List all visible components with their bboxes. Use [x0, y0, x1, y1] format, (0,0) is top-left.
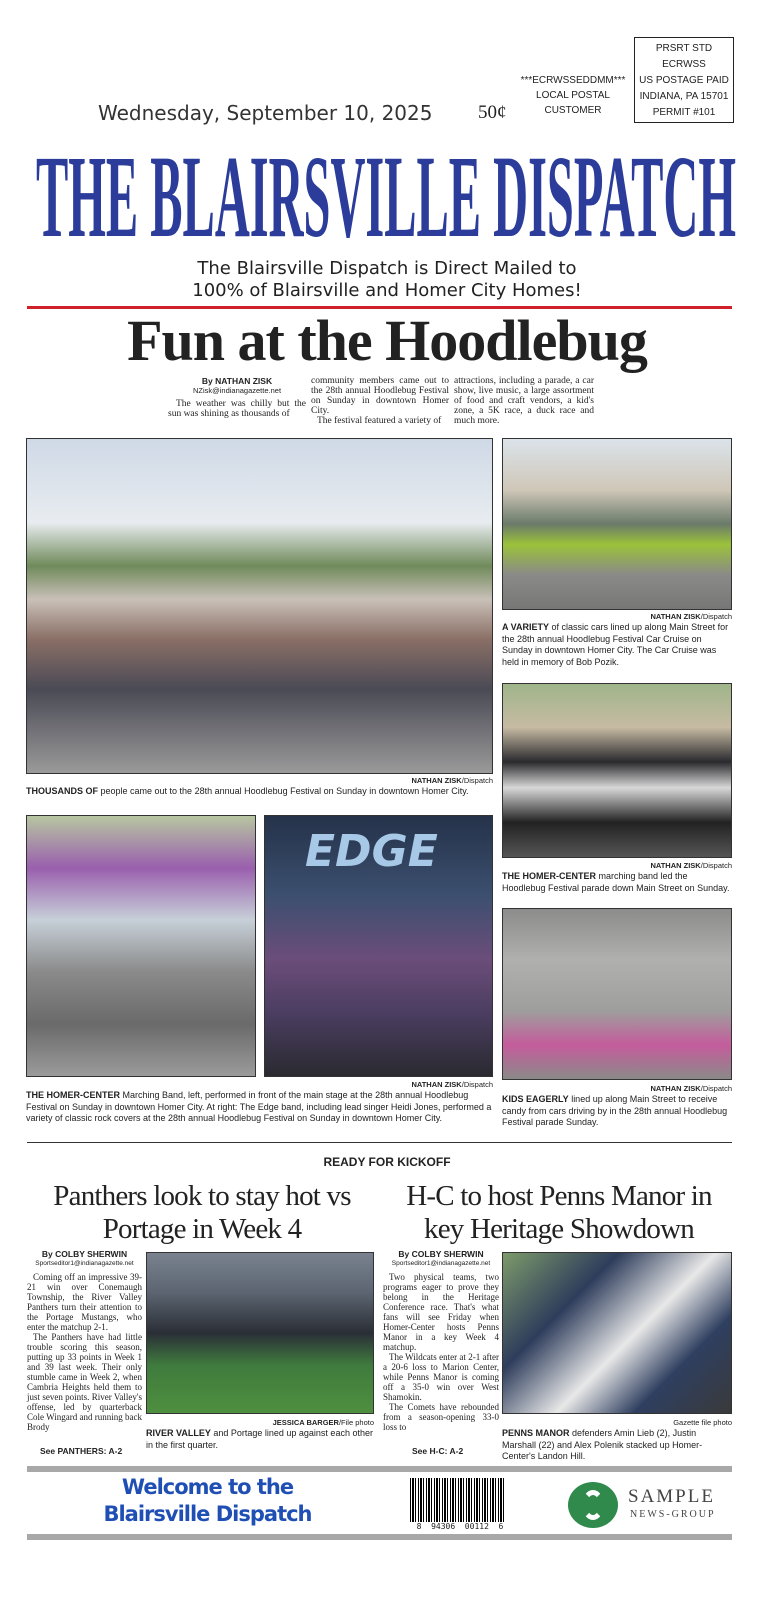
brand-name: SAMPLE [628, 1486, 715, 1507]
welcome-line: Welcome to the [121, 1475, 294, 1499]
article-text: The Panthers have had little trouble scoring this season, putting up 33 points in Week 1 and 39 last week. Their only stumble came in Week 2, when Cambria Heights held them to just seven points. River Valley's offense, led by quarterback Cole Wingard and running back Brody [27, 1332, 142, 1432]
football-tackle-photo [502, 1252, 732, 1414]
football-lineup-photo [146, 1252, 374, 1414]
article-text: The festival featured a variety of [317, 416, 442, 426]
photo-caption: KIDS EAGERLY lined up along Main Street to receive candy from cars driving by in the 28th annual Hoodlebug Festival parade Sunday. [502, 1094, 728, 1127]
brand-subtitle: NEWS-GROUP [630, 1509, 716, 1520]
barcode [410, 1478, 505, 1522]
photo-caption: THOUSANDS OF people came out to the 28th annual Hoodlebug Festival on Sunday in downtown Homer City. [26, 786, 469, 796]
edge-sign: EDGE [305, 826, 438, 877]
photo-caption: A VARIETY of classic cars lined up along Main Street for the 28th annual Hoodlebug Festival Car Cruise on Sunday in downtown Homer City. The Car Cruise was held in memory of Bob Pozik. [502, 622, 729, 667]
photo-credit: NATHAN ZISK/Dispatch [411, 1080, 493, 1089]
postal-line: ***ECRWSSEDDMM*** [520, 75, 626, 86]
permit-line: INDIANA, PA 15701 [639, 91, 729, 102]
section-label: READY FOR KICKOFF [323, 1155, 451, 1169]
section-divider [27, 1142, 732, 1143]
article-text: The Comets have rebounded from a season-opening 33-0 loss to [383, 1402, 499, 1432]
footer-bar [27, 1466, 732, 1472]
photo-credit: NATHAN ZISK/Dispatch [650, 612, 732, 621]
marching-band-photo [502, 683, 732, 858]
kids-candy-photo [502, 908, 732, 1080]
postal-notice [516, 73, 630, 118]
sports-headline-left: Panthers look to stay hot vs Portage in Week 4 [53, 1180, 351, 1245]
byline: By COLBY SHERWIN [41, 1249, 128, 1259]
classic-cars-photo [502, 438, 732, 610]
article-text: community members came out to the 28th annual Hoodlebug Festival on Sunday in downtown Homer City. [311, 376, 449, 416]
postage-permit-box [634, 37, 734, 123]
postal-line: CUSTOMER [544, 105, 602, 116]
byline-email: NZisk@indianagazette.net [192, 386, 282, 395]
festival-crowd-photo [26, 438, 493, 774]
article-text: attractions, including a parade, a car show, live music, a large assortment of food and craft vendors, a kid's zone, a 5K race, a duck race and much more. [454, 376, 594, 426]
permit-line: PRSRT STD [655, 43, 713, 54]
photo-credit: Gazette file photo [673, 1418, 732, 1427]
photo-credit: NATHAN ZISK/Dispatch [650, 1084, 732, 1093]
sample-logo-icon [568, 1482, 618, 1528]
lead-column-1 [168, 376, 306, 419]
masthead-title: THE BLAIRSVILLE DISPATCH [36, 131, 736, 248]
postal-line: LOCAL POSTAL [536, 90, 610, 101]
article-text: Two physical teams, two programs eager to prove they belong in the Heritage Conference race. That's what fans will see Friday when Homer-Center hosts Penns Manor in a key Week 4 matchup. [383, 1272, 499, 1352]
article-text: The Wildcats enter at 2-1 after a 20-6 loss to Marion Center, while Penns Manor is coming off a 35-0 win over West Shamokin. [383, 1352, 499, 1402]
lead-column-2 [311, 376, 449, 426]
sports-headline-right: H-C to host Penns Manor in key Heritage Showdown [406, 1180, 712, 1245]
photo-caption: RIVER VALLEY and Portage lined up against each other in the first quarter. [146, 1428, 373, 1450]
color-guard-photo [26, 815, 256, 1077]
byline-email: Sportseditor1@indianagazette.net [391, 1260, 491, 1267]
sports-article-right [383, 1249, 499, 1432]
tagline-line: The Blairsville Dispatch is Direct Mailed to [197, 258, 577, 279]
permit-line: PERMIT #101 [652, 107, 716, 118]
edge-band-photo [264, 815, 493, 1077]
footer-bar [27, 1534, 732, 1540]
photo-credit: NATHAN ZISK/Dispatch [650, 861, 732, 870]
masthead [34, 128, 739, 248]
permit-line: ECRWSS [662, 59, 706, 70]
jump-link[interactable]: See H-C: A-2 [412, 1446, 464, 1456]
jump-link[interactable]: See PANTHERS: A-2 [40, 1446, 123, 1456]
permit-line: US POSTAGE PAID [639, 75, 729, 86]
barcode-number: 8 94306 00112 6 [416, 1522, 504, 1531]
byline: By COLBY SHERWIN [398, 1249, 484, 1259]
welcome-line: Blairsville Dispatch [103, 1502, 312, 1526]
article-text: Coming off an impressive 39-21 win over Conemaugh Township, the River Valley Panthers turn their attention to the Portage Mustangs, who enter the matchup 2-1. [27, 1272, 142, 1332]
article-text: The weather was chilly but the sun was shining as thousands of [168, 399, 306, 419]
photo-caption: THE HOMER-CENTER marching band led the Hoodlebug Festival parade down Main Street on Sunday. [502, 871, 730, 893]
sports-article-left [27, 1249, 142, 1432]
tagline-line: 100% of Blairsville and Homer City Homes! [192, 280, 582, 301]
photo-credit: JESSICA BARGER/File photo [272, 1418, 374, 1427]
byline: By NATHAN ZISK [201, 376, 273, 386]
photo-credit: NATHAN ZISK/Dispatch [411, 776, 493, 785]
photo-caption: THE HOMER-CENTER Marching Band, left, performed in front of the main stage at the 28th annual Hoodlebug Festival on Sunday in downtown Homer City. At right: The Edge band, including lead singer Heidi Jones, performed a variety of classic rock covers at the 28th annual Hoodlebug Festival on Sunday in downtown Homer City. [26, 1090, 492, 1123]
lead-headline: Fun at the Hoodlebug [127, 308, 647, 373]
lead-column-3 [454, 376, 594, 426]
tagline [0, 258, 774, 302]
byline-email: Sportseditor1@indianagazette.net [35, 1260, 134, 1267]
photo-caption: PENNS MANOR defenders Amin Lieb (2), Justin Marshall (22) and Alex Polenik stacked up Homer-Center's Landon Hill. [502, 1428, 703, 1461]
welcome-banner [90, 1474, 325, 1528]
price: 50¢ [478, 102, 507, 123]
issue-date: Wednesday, September 10, 2025 [98, 101, 433, 125]
